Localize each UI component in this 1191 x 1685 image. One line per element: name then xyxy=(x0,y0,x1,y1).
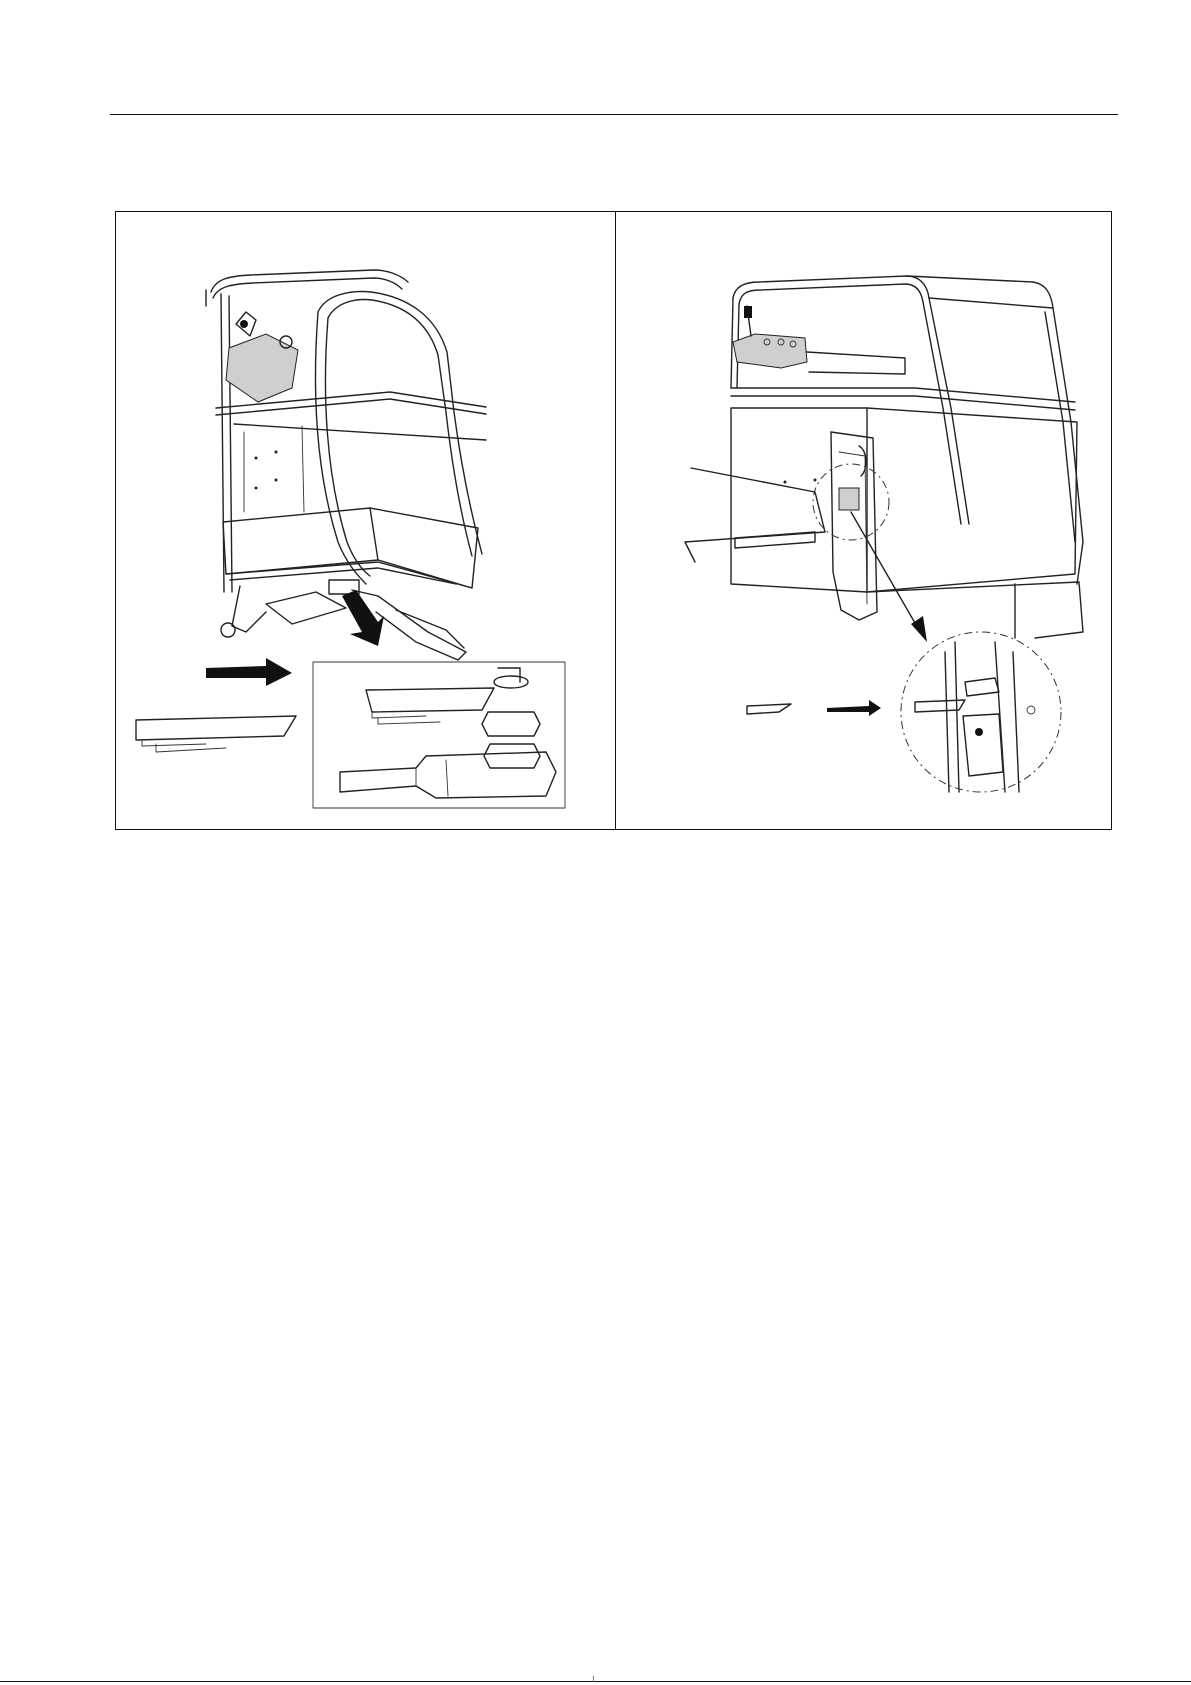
header-rule xyxy=(110,114,1118,115)
footer-rule xyxy=(0,1681,1191,1682)
footer-tick xyxy=(593,1676,594,1682)
figure-panel-left xyxy=(116,212,615,829)
figure-panel-right xyxy=(615,212,1113,829)
figure-frame xyxy=(115,211,1112,830)
platform-basket-underside-icon xyxy=(116,212,615,831)
platform-basket-rear-icon xyxy=(615,212,1113,831)
